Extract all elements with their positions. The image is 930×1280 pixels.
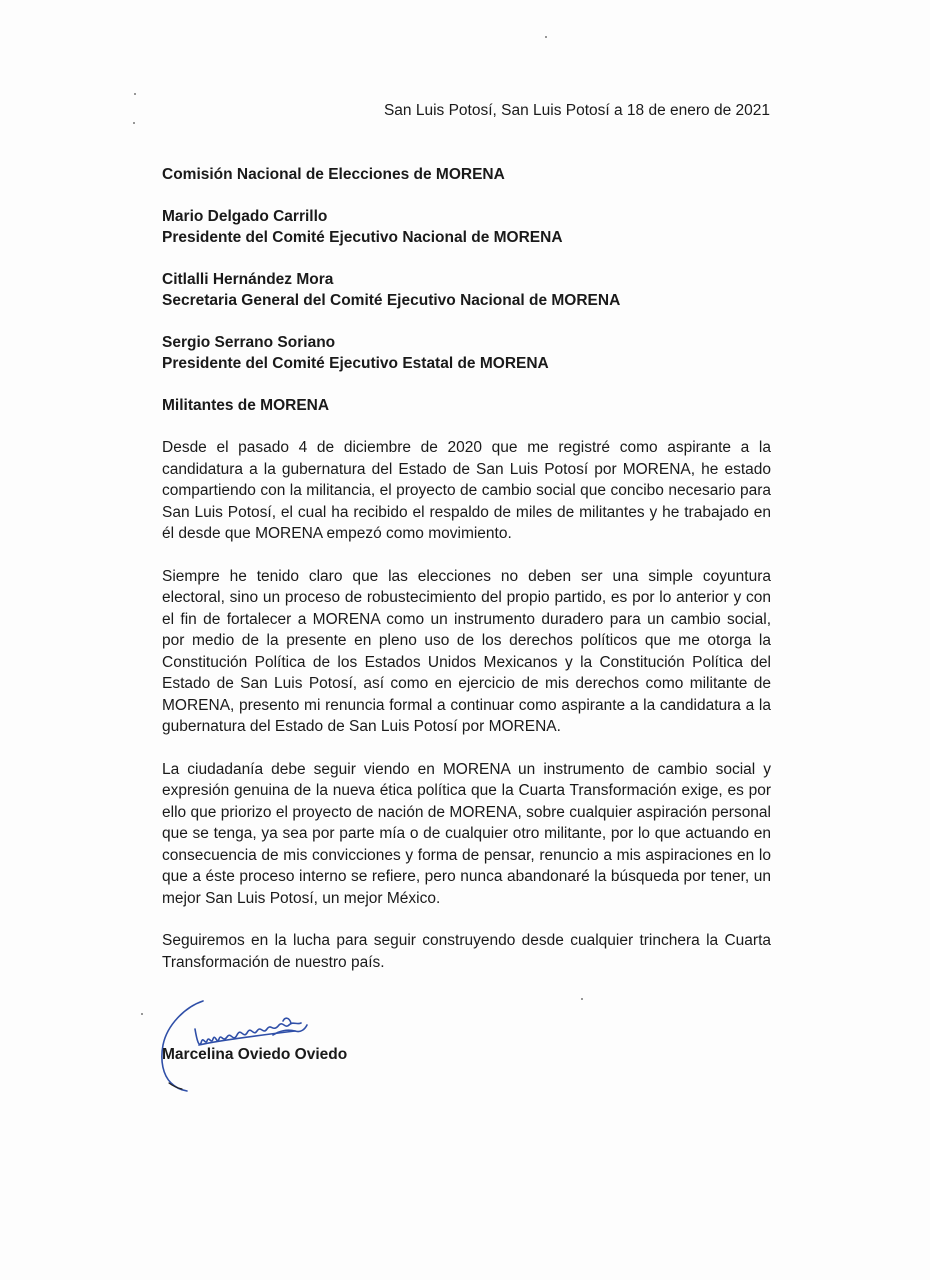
body-paragraph: Siempre he tenido claro que las elecciones no deben ser una simple coyuntura electoral, sino un proceso de robustecimiento del propio partido, es por lo anterior y con el fin de fortalecer a MORENA como un instrumento duradero para un cambio social, por medio de la presente en pleno uso de los derechos políticos que me otorga la Constitución Política de los Estados Unidos Mexicanos y la Constitución Política del Estado de San Luis Potosí, así como en ejercicio de mis derechos como militante de MORENA, presento mi renuncia formal a continuar como aspirante a la candidatura a la gubernatura del Estado de San Luis Potosí por MORENA. bbox=[162, 567, 771, 735]
scan-speck bbox=[141, 1013, 143, 1015]
place-and-date: San Luis Potosí, San Luis Potosí a 18 de enero de 2021 bbox=[383, 102, 770, 119]
letter-body bbox=[162, 437, 771, 994]
addressee-block bbox=[162, 395, 782, 416]
addressee-name: Citlalli Hernández Mora bbox=[162, 271, 334, 288]
handwritten-signature bbox=[155, 995, 355, 1095]
addressee-title: Presidente del Comité Ejecutivo Nacional de MORENA bbox=[162, 229, 563, 246]
addressee-name: Mario Delgado Carrillo bbox=[162, 208, 328, 225]
addressee-block bbox=[162, 332, 782, 374]
scan-speck bbox=[133, 122, 135, 124]
signature-area bbox=[155, 995, 415, 1095]
body-paragraph: Seguiremos en la lucha para seguir construyendo desde cualquier trinchera la Cuarta Transformación de nuestro país. bbox=[162, 932, 771, 971]
addressee-block bbox=[162, 269, 782, 311]
addressee-title: Presidente del Comité Ejecutivo Estatal de MORENA bbox=[162, 355, 549, 372]
scan-speck bbox=[134, 93, 136, 95]
addressee-name: Sergio Serrano Soriano bbox=[162, 334, 336, 351]
signer-name: Marcelina Oviedo Oviedo bbox=[162, 1046, 348, 1063]
body-paragraph: Desde el pasado 4 de diciembre de 2020 que me registré como aspirante a la candidatura a la gubernatura del Estado de San Luis Potosí por MORENA, he estado compartiendo con la militancia, el proyecto de cambio social que concibo necesario para San Luis Potosí, el cual ha recibido el respaldo de miles de militantes y he trabajado en él desde que MORENA empezó como movimiento. bbox=[162, 439, 771, 542]
addressee-block bbox=[162, 206, 782, 248]
addressee-block bbox=[162, 164, 782, 185]
addressee-title: Secretaria General del Comité Ejecutivo Nacional de MORENA bbox=[162, 292, 621, 309]
scan-speck bbox=[581, 998, 583, 1000]
addressee-line: Militantes de MORENA bbox=[162, 397, 330, 414]
body-paragraph: La ciudadanía debe seguir viendo en MORENA un instrumento de cambio social y expresión genuina de la nueva ética política que la Cuarta Transformación exige, es por ello que priorizo el proyecto de nación de MORENA, sobre cualquier aspiración personal que se tenga, ya sea por parte mía o de cualquier otro militante, por lo que actuando en consecuencia de mis convicciones y forma de pensar, renuncio a mis aspiraciones en lo que a éste proceso interno se refiere, pero nunca abandonaré la búsqueda por tener, un mejor San Luis Potosí, un mejor México. bbox=[162, 760, 771, 907]
addressee-line: Comisión Nacional de Elecciones de MORENA bbox=[162, 166, 505, 183]
scan-speck bbox=[545, 36, 547, 38]
addressee-list bbox=[162, 164, 782, 437]
